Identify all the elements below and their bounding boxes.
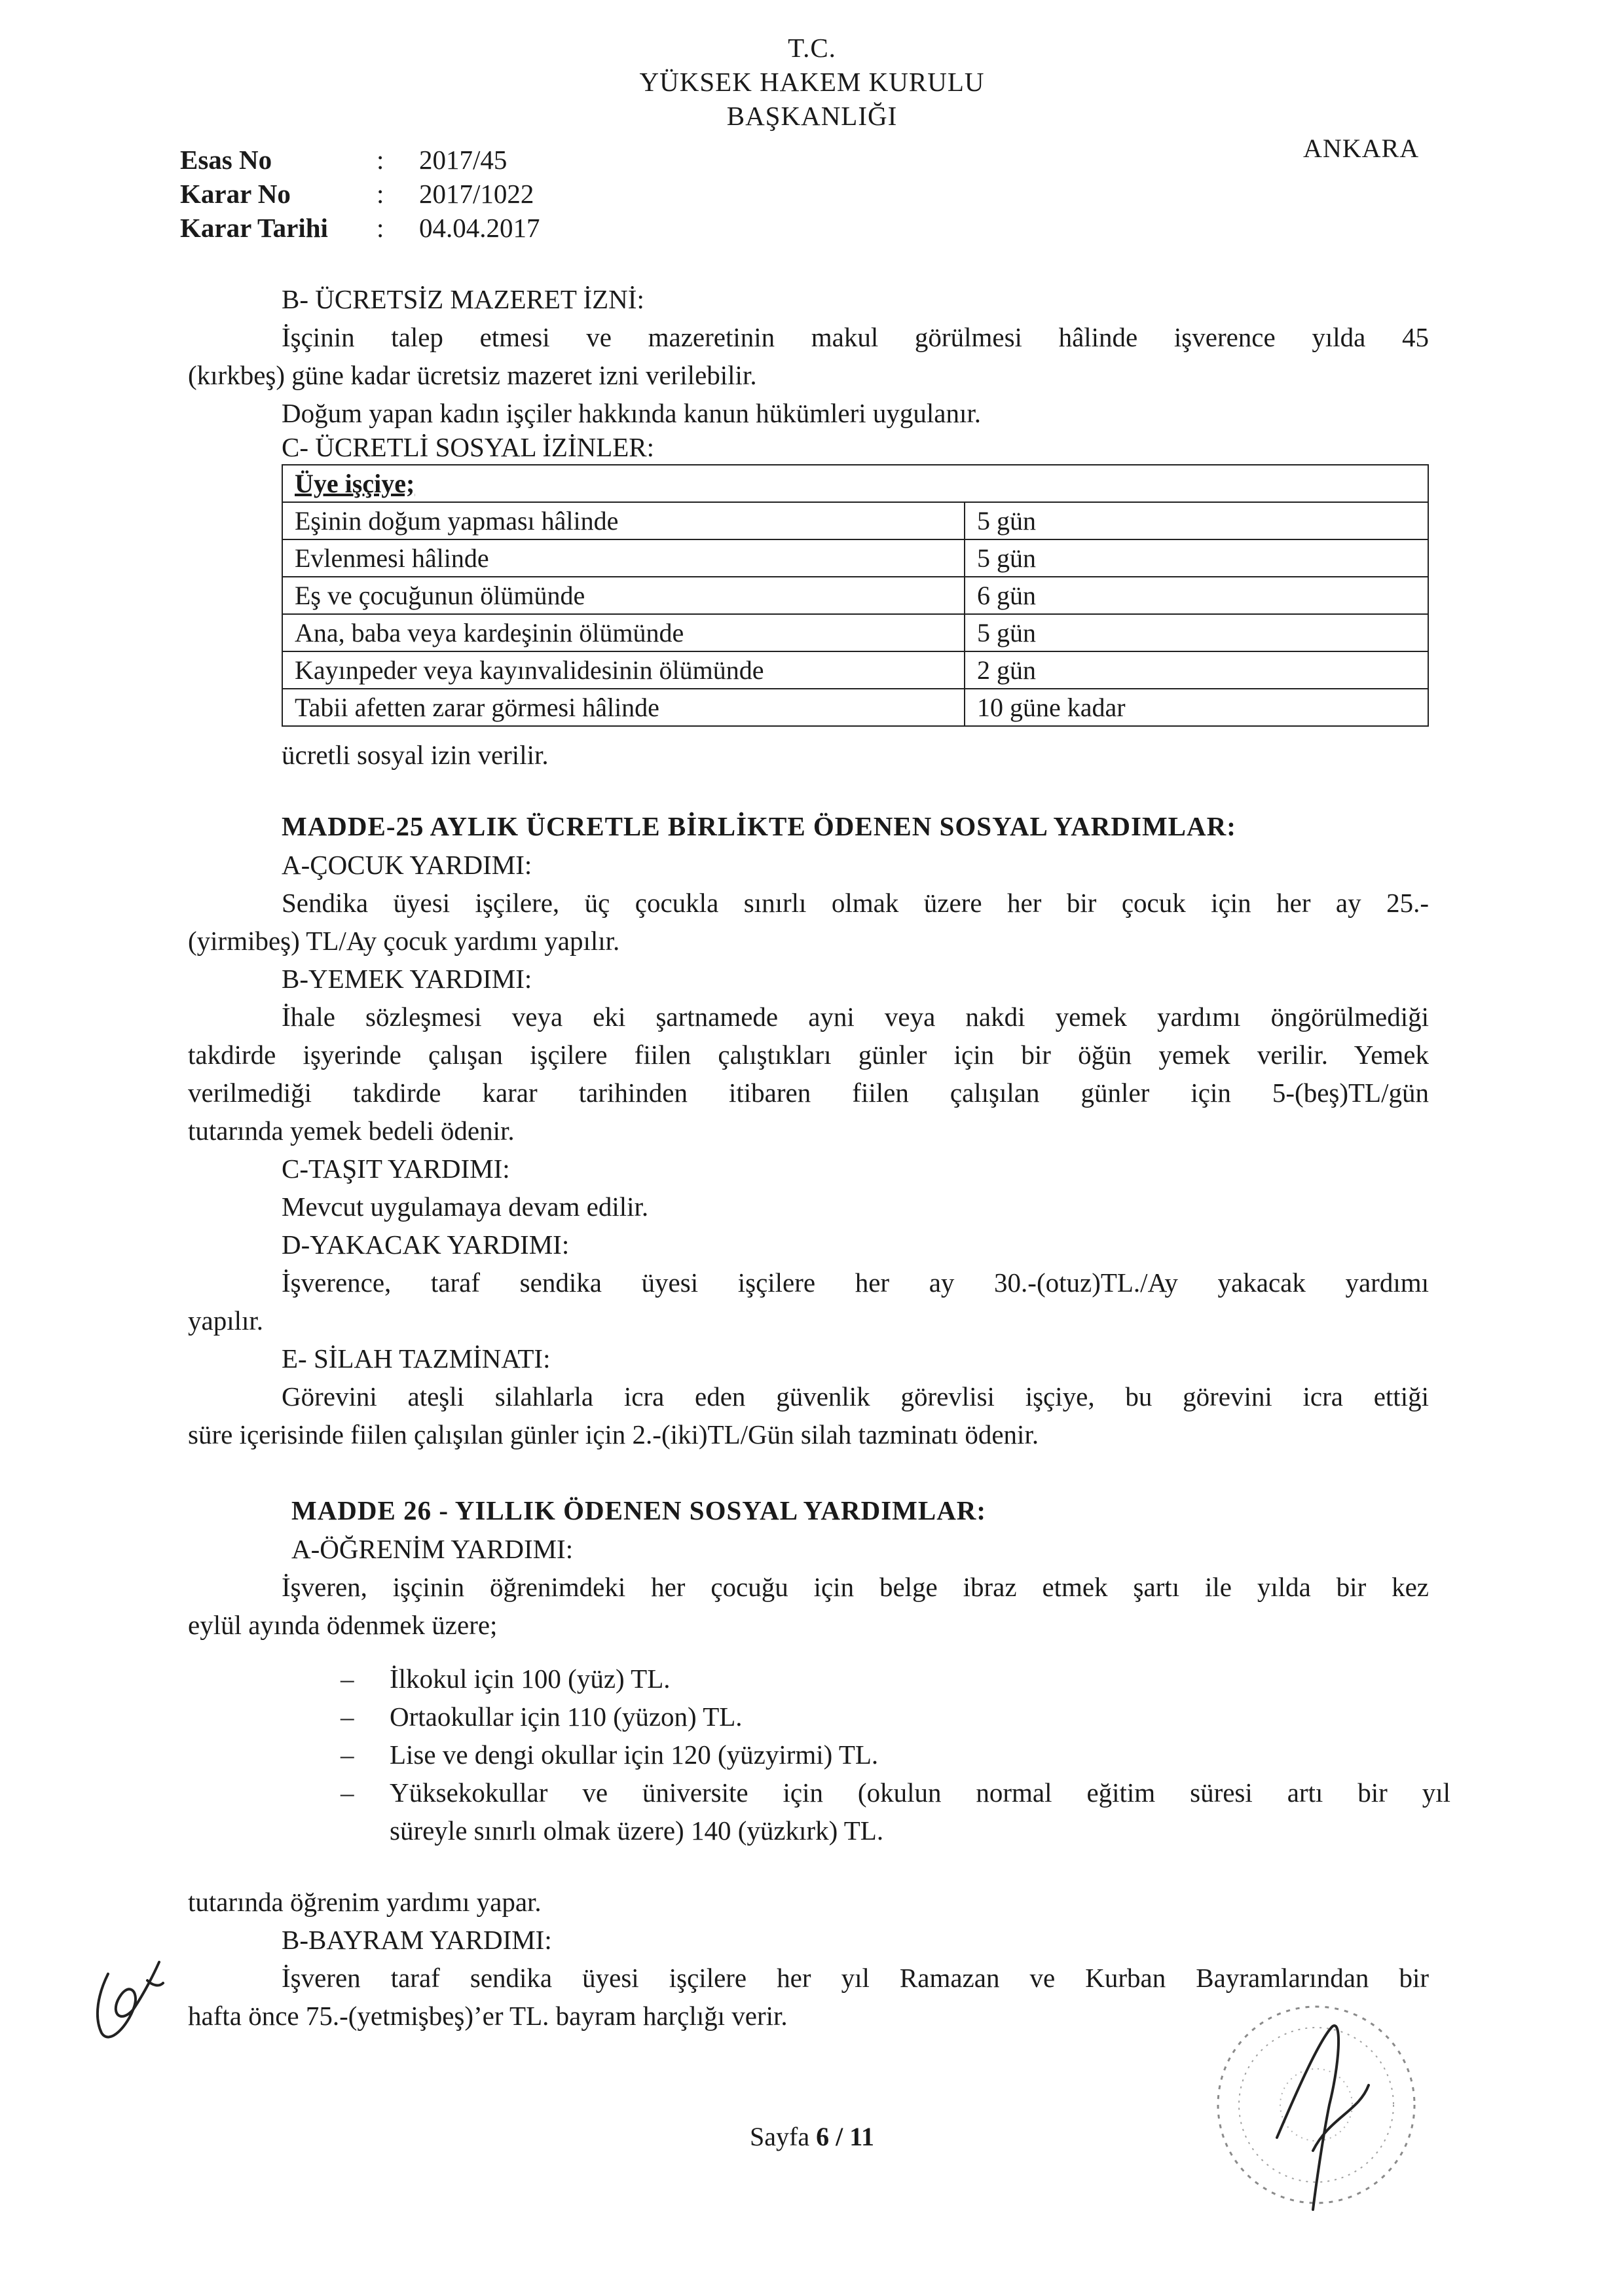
bullet-list — [341, 1660, 1450, 1850]
leave-table — [282, 464, 1429, 727]
leave-label: Eşinin doğum yapması hâlinde — [282, 502, 965, 539]
madde25-b-line2: takdirde işyerinde çalışan işçilere fiilen çalıştıkları günler için bir öğün yemek verilir. Yemek — [188, 1040, 1429, 1070]
madde25-title: MADDE-25 AYLIK ÜCRETLE BİRLİKTE ÖDENEN SOSYAL YARDIMLAR: — [282, 811, 1236, 841]
header-tc: T.C. — [788, 33, 836, 63]
meta-value: 2017/45 — [419, 145, 507, 175]
official-stamp — [1198, 1987, 1434, 2223]
leave-label: Eş ve çocuğunun ölümünde — [282, 577, 965, 614]
madde26-a-line1: İşveren, işçinin öğrenimdeki her çocuğu için belge ibraz etmek şartı ile yılda bir kez — [282, 1572, 1429, 1602]
table-row — [282, 614, 1428, 651]
bullet-dash: – — [341, 1740, 354, 1770]
bullet-text: Ortaokullar için 110 (yüzon) TL. — [390, 1702, 743, 1732]
meta-colon: : — [377, 179, 384, 209]
meta-karar — [180, 177, 540, 211]
madde25-e-title: E- SİLAH TAZMİNATI: — [282, 1343, 551, 1374]
case-meta — [180, 143, 540, 245]
meta-value: 2017/1022 — [419, 179, 534, 209]
madde25-b-line1: İhale sözleşmesi veya eki şartnamede ayni veya nakdi yemek yardımı öngörülmediği — [282, 1002, 1429, 1032]
page-separator: / — [836, 2122, 843, 2151]
leave-label: Kayınpeder veya kayınvalidesinin ölümünde — [282, 651, 965, 689]
madde25-b-line4: tutarında yemek bedeli ödenir. — [188, 1116, 515, 1146]
madde26-b-line1: İşveren taraf sendika üyesi işçilere her yıl Ramazan ve Kurban Bayramlarından bir — [282, 1963, 1429, 1993]
header-presidency: BAŞKANLIĞI — [726, 101, 898, 131]
bullet-text-cont: süreyle sınırlı olmak üzere) 140 (yüzkırk) TL. — [390, 1815, 884, 1846]
madde25-c-title: C-TAŞIT YARDIMI: — [282, 1154, 510, 1184]
leave-label: Ana, baba veya kardeşinin ölümünde — [282, 614, 965, 651]
page-current: 6 — [816, 2122, 830, 2151]
section-b-p1-line1: İşçinin talep etmesi ve mazeretinin makul görülmesi hâlinde işverence yılda 45 — [282, 322, 1429, 352]
madde25-c-line1: Mevcut uygulamaya devam edilir. — [282, 1192, 649, 1222]
leave-value: 5 gün — [965, 614, 1428, 651]
leave-label: Evlenmesi hâlinde — [282, 539, 965, 577]
meta-key: Karar No — [180, 179, 291, 209]
page-number — [0, 2121, 1624, 2152]
list-item — [341, 1660, 1450, 1698]
section-c-title: C- ÜCRETLİ SOSYAL İZİNLER: — [282, 432, 655, 462]
madde25-d-line2: yapılır. — [188, 1305, 264, 1336]
meta-colon: : — [377, 145, 384, 175]
section-c-footer: ücretli sosyal izin verilir. — [282, 740, 549, 770]
leave-value: 6 gün — [965, 577, 1428, 614]
table-row — [282, 651, 1428, 689]
table-row — [282, 577, 1428, 614]
section-b-p1-line2: (kırkbeş) güne kadar ücretsiz mazeret izni verilebilir. — [188, 360, 757, 390]
meta-key: Esas No — [180, 145, 272, 175]
list-item — [341, 1736, 1450, 1774]
leave-value: 5 gün — [965, 502, 1428, 539]
meta-value: 04.04.2017 — [419, 213, 540, 243]
section-b-p2: Doğum yapan kadın işçiler hakkında kanun hükümleri uygulanır. — [282, 398, 982, 428]
table-row — [282, 539, 1428, 577]
bullet-text: İlkokul için 100 (yüz) TL. — [390, 1664, 671, 1694]
leave-label: Tabii afetten zarar görmesi hâlinde — [282, 689, 965, 726]
header-city: ANKARA — [1303, 134, 1420, 163]
meta-esas — [180, 143, 540, 177]
bullet-dash: – — [341, 1702, 354, 1732]
madde26-a-line2: eylül ayında ödenmek üzere; — [188, 1610, 498, 1640]
madde25-b-line3: verilmediği takdirde karar tarihinden itibaren fiilen çalışılan günler için 5-(beş)TL/gün — [188, 1078, 1429, 1108]
madde26-a-footer: tutarında öğrenim yardımı yapar. — [188, 1887, 542, 1917]
page-total: 11 — [849, 2122, 874, 2151]
bullet-dash: – — [341, 1777, 354, 1808]
madde26-a-title: A-ÖĞRENİM YARDIMI: — [291, 1534, 574, 1564]
madde25-e-line1: Görevini ateşli silahlarla icra eden güvenlik görevlisi işçiye, bu görevini icra ettiği — [282, 1381, 1429, 1412]
madde25-d-line1: İşverence, taraf sendika üyesi işçilere her ay 30.-(otuz)TL./Ay yakacak yardımı — [282, 1267, 1429, 1298]
meta-colon: : — [377, 213, 384, 243]
table-row — [282, 689, 1428, 726]
madde26-b-title: B-BAYRAM YARDIMI: — [282, 1925, 552, 1955]
madde25-a-line1: Sendika üyesi işçilere, üç çocukla sınırlı olmak üzere her bir çocuk için her ay 25.- — [282, 888, 1429, 918]
madde26-b-line2: hafta önce 75.-(yetmişbeş)’er TL. bayram harçlığı verir. — [188, 2001, 788, 2031]
madde25-a-line2: (yirmibeş) TL/Ay çocuk yardımı yapılır. — [188, 926, 620, 956]
header-institution: YÜKSEK HAKEM KURULU — [639, 67, 985, 97]
madde25-e-line2: süre içerisinde fiilen çalışılan günler için 2.-(iki)TL/Gün silah tazminatı ödenir. — [188, 1419, 1039, 1449]
list-item — [341, 1774, 1450, 1850]
madde26-title: MADDE 26 - YILLIK ÖDENEN SOSYAL YARDIMLAR: — [291, 1495, 987, 1525]
meta-key: Karar Tarihi — [180, 213, 328, 243]
leave-value: 5 gün — [965, 539, 1428, 577]
bullet-dash: – — [341, 1664, 354, 1694]
bullet-text: Lise ve dengi okullar için 120 (yüzyirmi) TL. — [390, 1740, 879, 1770]
table-row — [282, 502, 1428, 539]
madde25-d-title: D-YAKACAK YARDIMI: — [282, 1230, 570, 1260]
madde25-a-title: A-ÇOCUK YARDIMI: — [282, 850, 532, 880]
section-b-title: B- ÜCRETSİZ MAZERET İZNİ: — [282, 284, 644, 314]
table-header-cell: Üye işçiye; — [282, 465, 1428, 502]
madde25-b-title: B-YEMEK YARDIMI: — [282, 964, 532, 994]
meta-tarih — [180, 211, 540, 245]
page-label: Sayfa — [750, 2122, 810, 2151]
bullet-text: Yüksekokullar ve üniversite için (okulun normal eğitim süresi artı bir yıl — [390, 1777, 1450, 1808]
table-header-row — [282, 465, 1428, 502]
handwritten-initial — [82, 1954, 167, 2052]
list-item — [341, 1698, 1450, 1736]
leave-value: 10 güne kadar — [965, 689, 1428, 726]
leave-value: 2 gün — [965, 651, 1428, 689]
bullet-text-wrap — [390, 1774, 1450, 1850]
